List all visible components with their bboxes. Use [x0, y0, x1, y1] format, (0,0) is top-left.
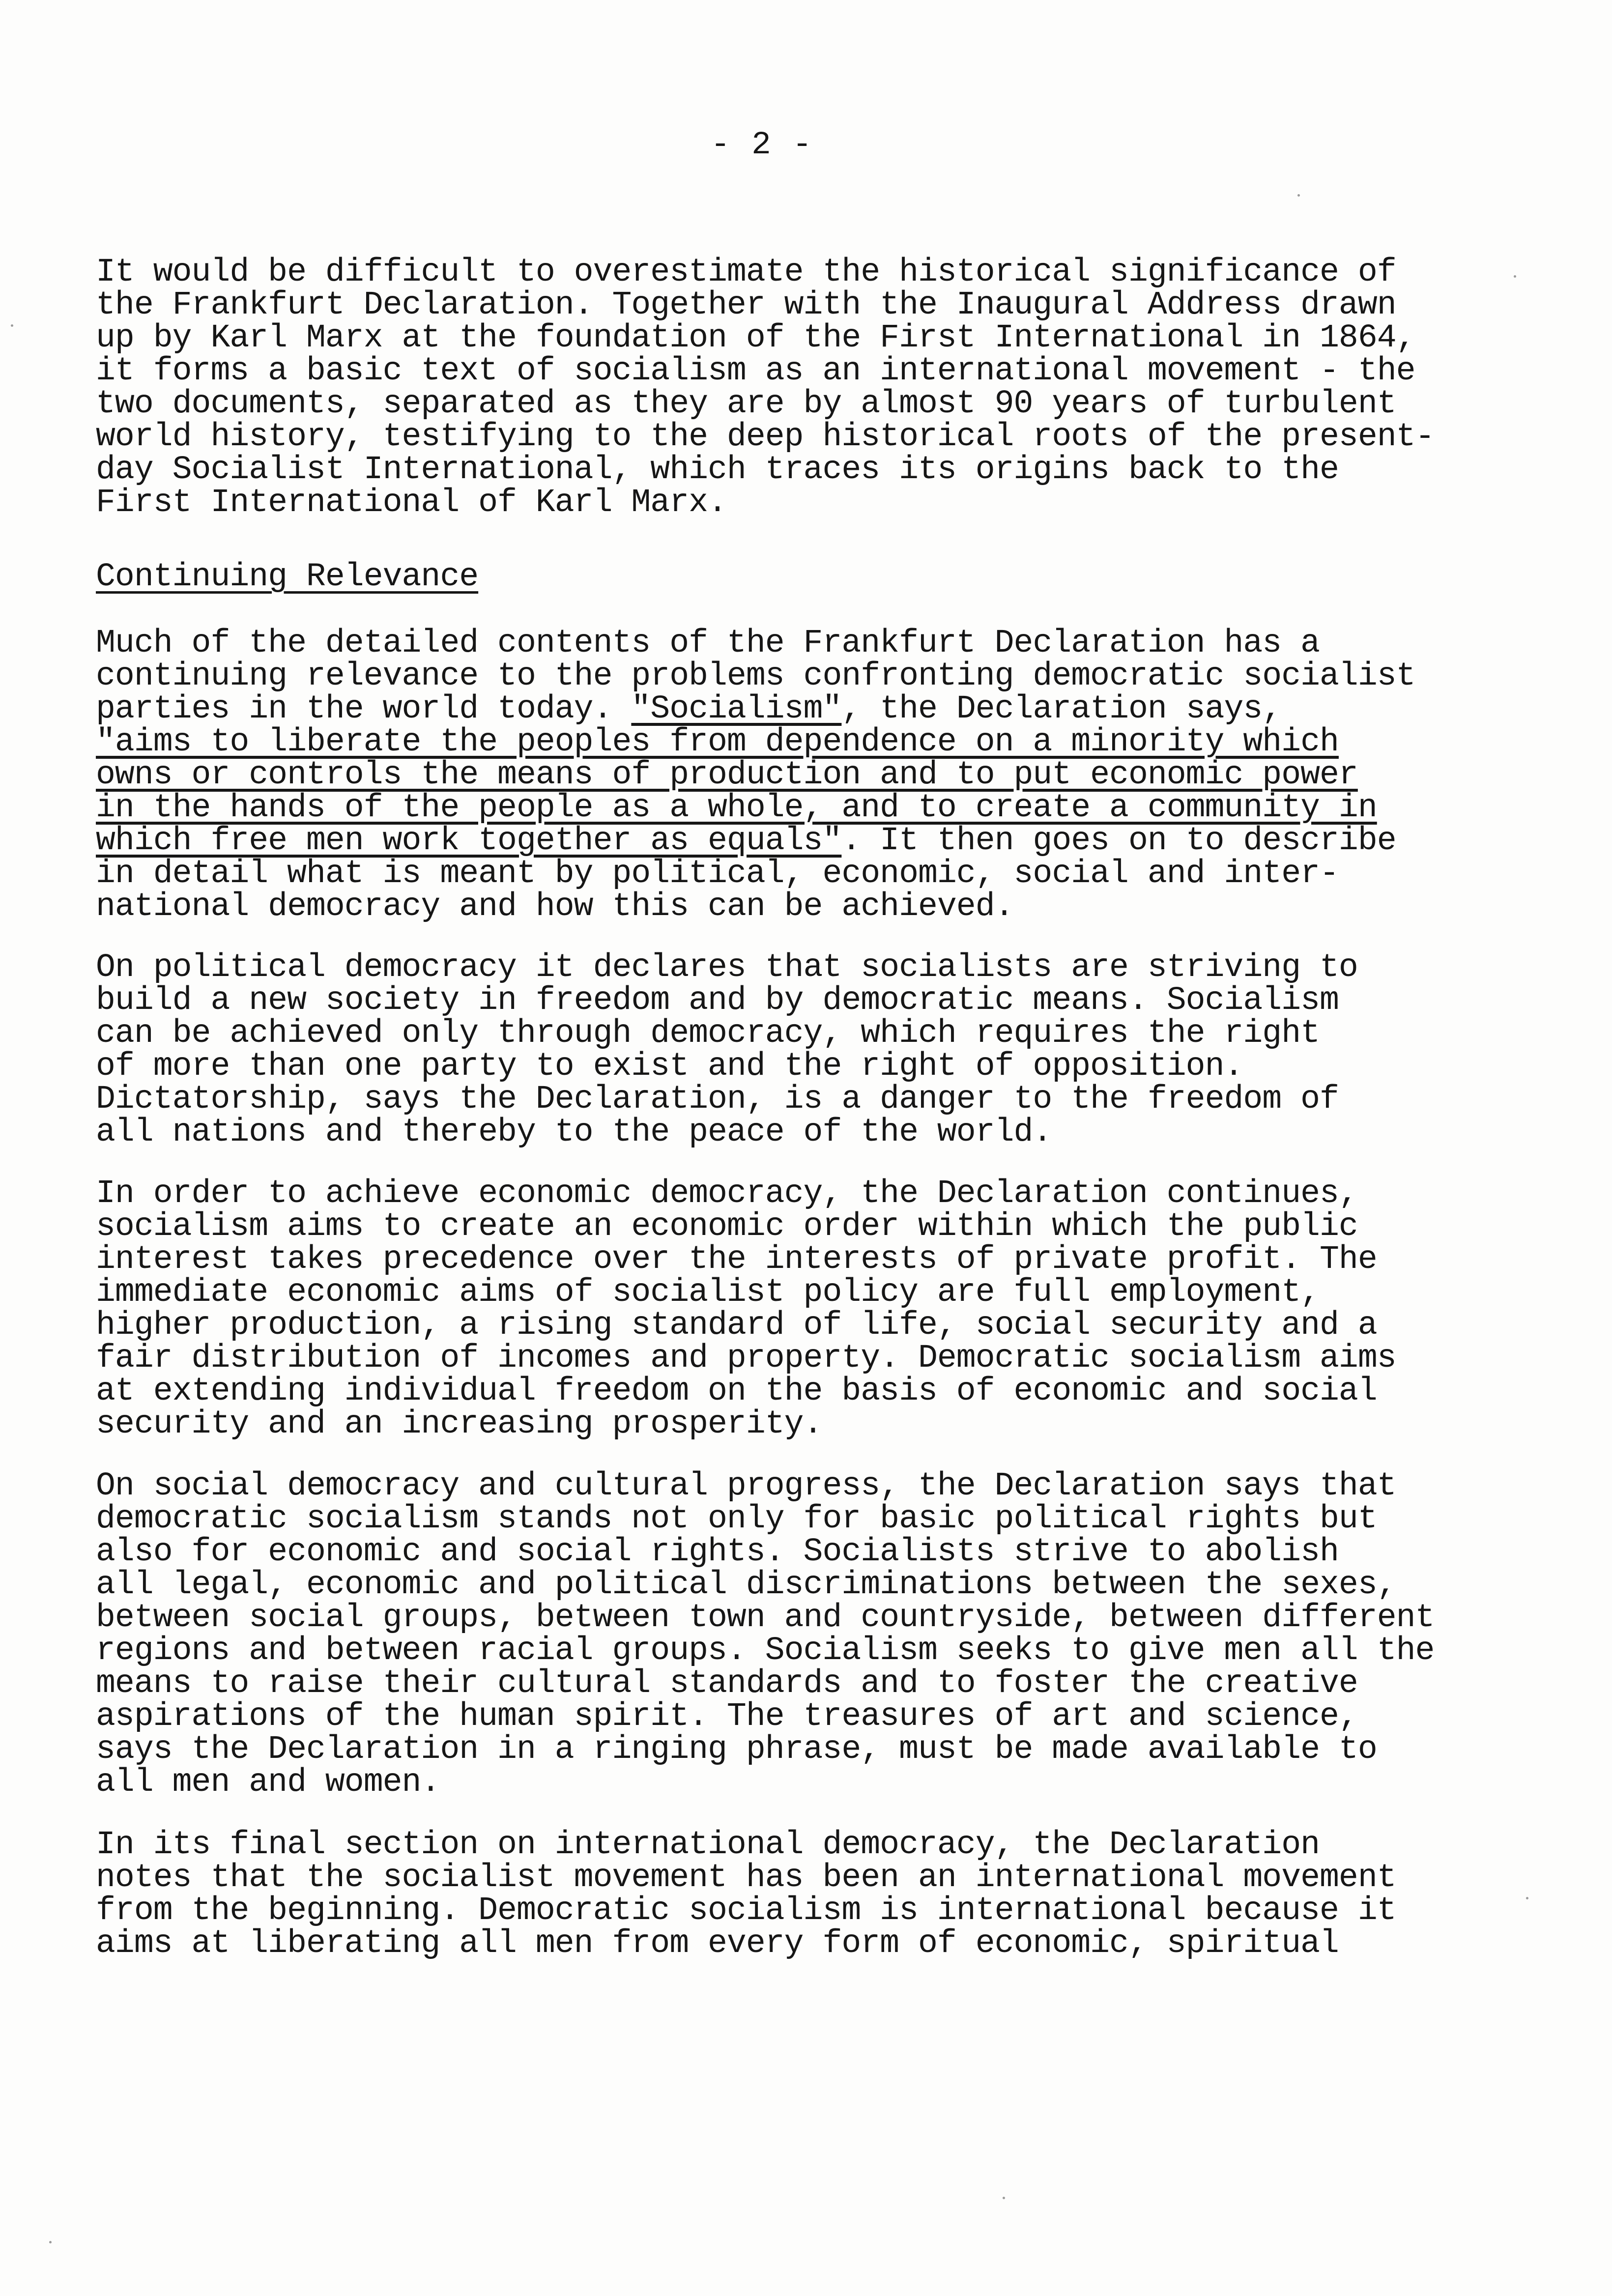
- text-line: In order to achieve economic democracy, the Declaration continues,: [96, 1175, 1358, 1212]
- text-line: aspirations of the human spirit. The treasures of art and science,: [96, 1698, 1358, 1735]
- text-line: regions and between racial groups. Socialism seeks to give men all the: [96, 1632, 1435, 1669]
- text-line: build a new society in freedom and by democratic means. Socialism: [96, 982, 1339, 1019]
- text-line: also for economic and social rights. Socialists strive to abolish: [96, 1533, 1339, 1570]
- scan-speck: [1526, 1897, 1528, 1899]
- text-line: of more than one party to exist and the right of opposition.: [96, 1048, 1243, 1085]
- text-line: [96, 791, 1516, 824]
- underlined-quote: "aims to liberate the peoples from dependence on a minority which: [96, 723, 1339, 760]
- scan-speck: [11, 324, 13, 327]
- paragraph-political-democracy: [96, 951, 1516, 1148]
- scan-speck: [49, 2241, 52, 2243]
- paragraph-international-democracy: [96, 1828, 1516, 1960]
- text-line: interest takes precedence over the interests of private profit. The: [96, 1241, 1377, 1278]
- text-line: First International of Karl Marx.: [96, 484, 727, 521]
- text-line: says the Declaration in a ringing phrase, must be made available to: [96, 1731, 1377, 1768]
- text-line: between social groups, between town and countryside, between different: [96, 1599, 1435, 1636]
- text-line: at extending individual freedom on the basis of economic and social: [96, 1373, 1377, 1409]
- paragraph-economic-democracy: [96, 1177, 1516, 1440]
- page-number: - 2 -: [710, 126, 813, 163]
- text-line: On social democracy and cultural progress, the Declaration says that: [96, 1467, 1396, 1504]
- text-line: democratic socialism stands not only for basic political rights but: [96, 1500, 1377, 1537]
- underlined-quote: owns or controls the means of production and to put economic power: [96, 756, 1358, 793]
- underlined-quote: in the hands of the people as a whole, and to create a community in: [96, 789, 1377, 826]
- text-segment: parties in the world today.: [96, 690, 632, 727]
- text-line: means to raise their cultural standards and to foster the creative: [96, 1665, 1358, 1702]
- text-segment: , the Declaration says,: [841, 690, 1282, 727]
- text-segment: . It then goes on to describe: [841, 822, 1396, 859]
- text-line: In its final section on international democracy, the Declaration: [96, 1826, 1320, 1863]
- text-line: Much of the detailed contents of the Frankfurt Declaration has a: [96, 625, 1320, 661]
- text-line: [96, 692, 1516, 725]
- text-line: all men and women.: [96, 1764, 440, 1801]
- text-line: higher production, a rising standard of life, social security and a: [96, 1307, 1377, 1344]
- text-line: all legal, economic and political discriminations between the sexes,: [96, 1566, 1396, 1603]
- text-line: [96, 725, 1516, 758]
- text-line: On political democracy it declares that socialists are striving to: [96, 949, 1358, 986]
- scan-speck: [1003, 2197, 1005, 2199]
- paragraph-historical-significance: [96, 256, 1516, 519]
- text-line: world history, testifying to the deep historical roots of the present-: [96, 418, 1435, 455]
- text-line: from the beginning. Democratic socialism is international because it: [96, 1892, 1396, 1929]
- section-heading: Continuing Relevance: [96, 558, 479, 595]
- text-line: day Socialist International, which traces its origins back to the: [96, 451, 1339, 488]
- text-line: security and an increasing prosperity.: [96, 1406, 823, 1442]
- text-line: two documents, separated as they are by almost 90 years of turbulent: [96, 385, 1396, 422]
- text-line: the Frankfurt Declaration. Together with the Inaugural Address drawn: [96, 287, 1396, 323]
- text-line: all nations and thereby to the peace of the world.: [96, 1114, 1052, 1150]
- underlined-quote: which free men work together as equals": [96, 822, 842, 859]
- paragraph-continuing-relevance: [96, 627, 1516, 923]
- scan-speck: [1297, 194, 1300, 197]
- text-line: in detail what is meant by political, economic, social and inter-: [96, 855, 1339, 892]
- text-line: [96, 758, 1516, 791]
- paragraph-social-democracy: [96, 1469, 1516, 1799]
- text-line: continuing relevance to the problems confronting democratic socialist: [96, 658, 1415, 694]
- text-line: national democracy and how this can be achieved.: [96, 888, 1014, 925]
- underlined-term: "Socialism": [631, 690, 842, 727]
- text-line: notes that the socialist movement has been an international movement: [96, 1859, 1396, 1896]
- text-line: immediate economic aims of socialist policy are full employment,: [96, 1274, 1320, 1311]
- text-line: up by Karl Marx at the foundation of the First International in 1864,: [96, 319, 1415, 356]
- text-line: it forms a basic text of socialism as an international movement - the: [96, 352, 1415, 389]
- text-line: fair distribution of incomes and property. Democratic socialism aims: [96, 1340, 1396, 1377]
- scan-speck: [1514, 275, 1516, 278]
- text-line: It would be difficult to overestimate the historical significance of: [96, 254, 1396, 290]
- text-line: socialism aims to create an economic order within which the public: [96, 1208, 1358, 1245]
- text-line: [96, 824, 1516, 857]
- text-line: aims at liberating all men from every form of economic, spiritual: [96, 1925, 1339, 1962]
- text-line: can be achieved only through democracy, which requires the right: [96, 1015, 1320, 1052]
- text-line: Dictatorship, says the Declaration, is a danger to the freedom of: [96, 1081, 1339, 1118]
